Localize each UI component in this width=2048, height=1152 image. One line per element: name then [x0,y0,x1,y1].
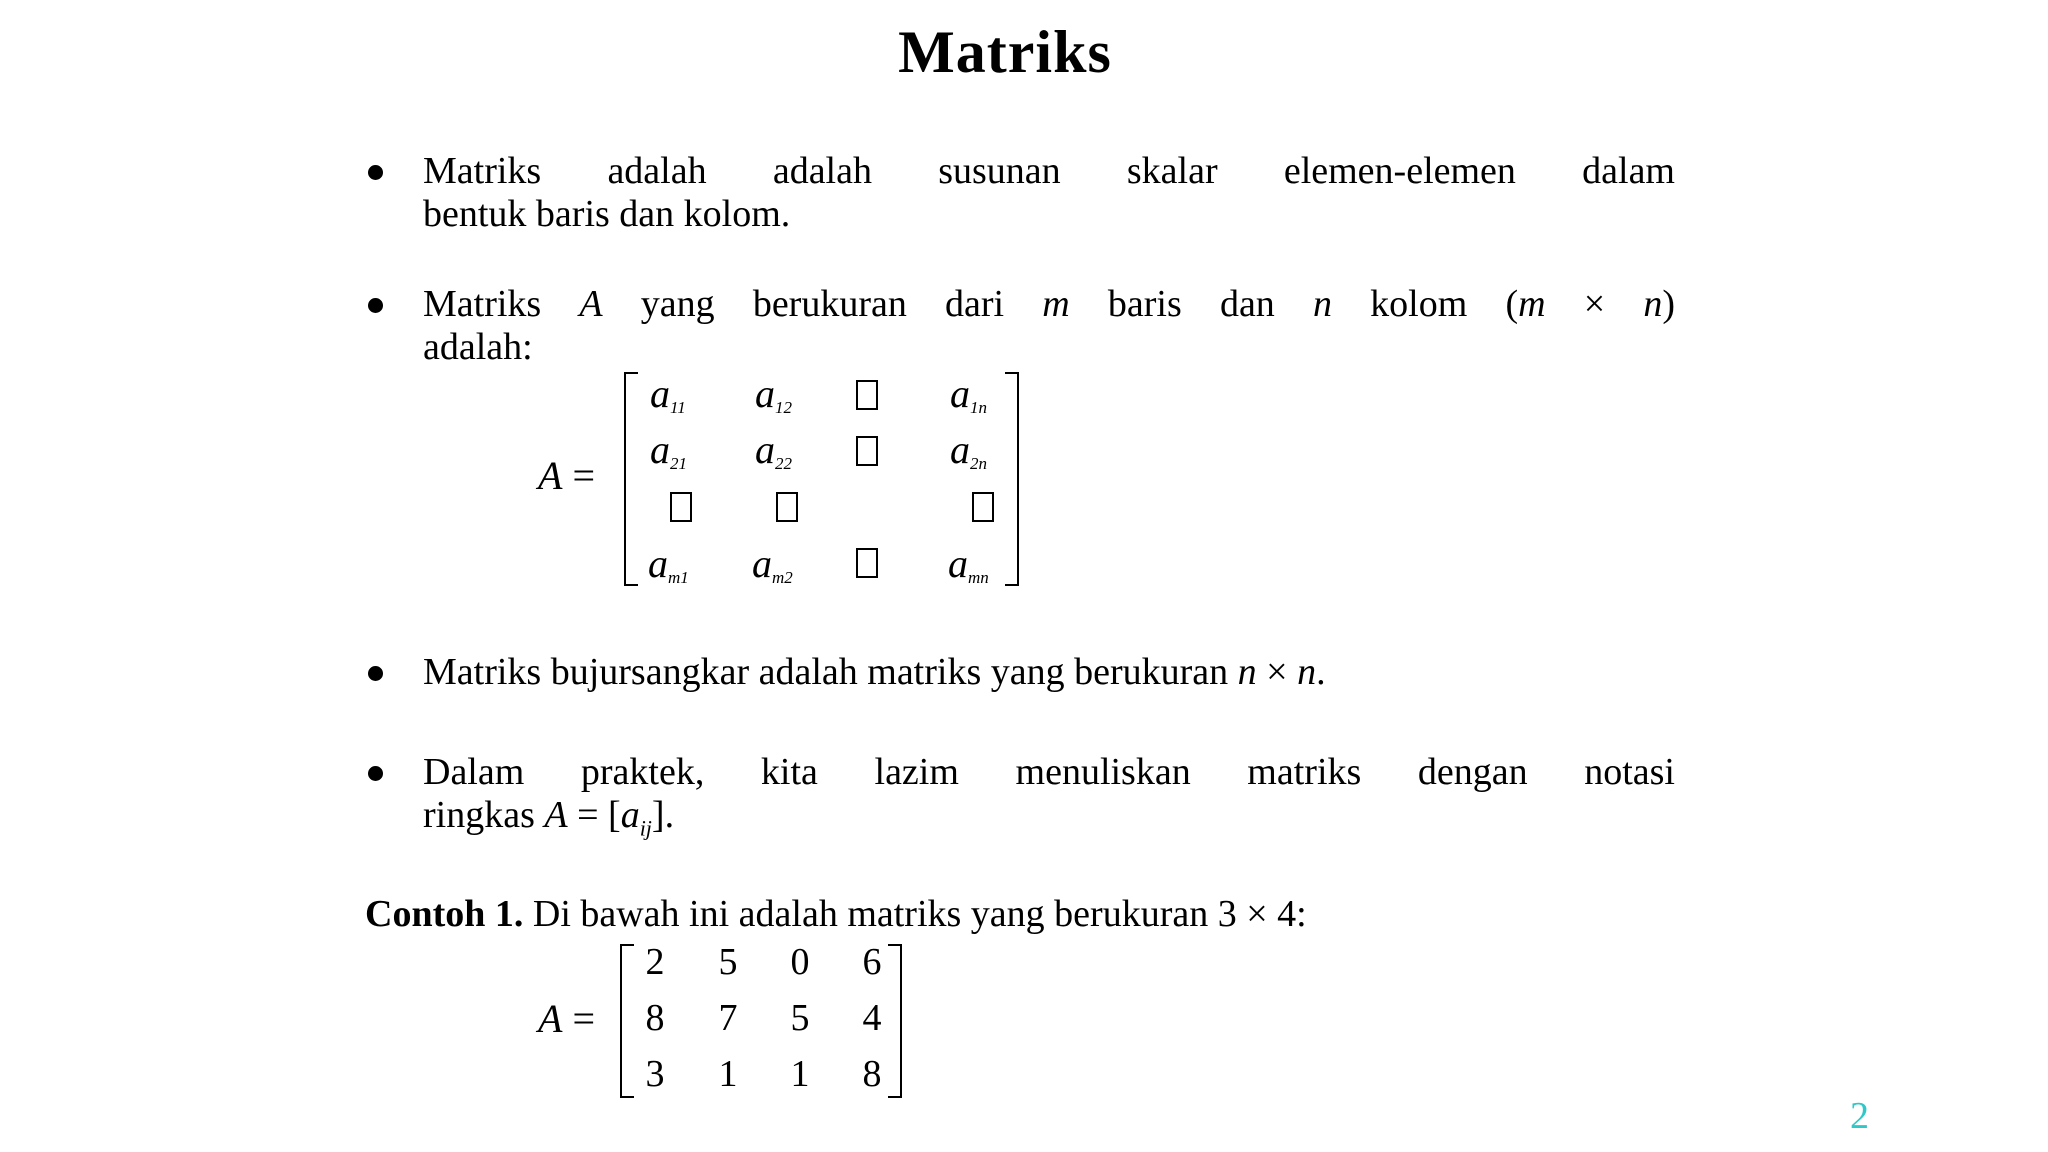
matrix-cell-a21: $a_{21}$ [650,427,687,473]
bullet-3-line-1: Matriks bujursangkar adalah matriks yang berukuran n × n. [423,651,1326,693]
bullet-4-line-2: ringkas $A = [a_{ij}]$. [423,794,675,841]
matrix-cell: 8 [862,1053,882,1095]
matrix-cell: 4 [862,997,882,1039]
ellipsis-placeholder-icon [776,492,798,522]
matrix-cell-am1: $a_{m1}$ [648,541,689,587]
matrix-cell: 0 [790,941,810,983]
matrix-cell-a2n: $a_{2n}$ [950,427,987,473]
matrix-cell-a11: $a_{11}$ [650,371,686,417]
matrix-cell: 6 [862,941,882,983]
bullet-2-line-2: adalah: [423,326,533,368]
ellipsis-placeholder-icon [856,548,878,578]
matrix-cell-am2: $a_{m2}$ [752,541,793,587]
matrix-cell-a1n: $a_{1n}$ [950,371,987,417]
bullet-matrix-definition [365,150,1675,236]
matrix-cell: 5 [718,941,738,983]
matrix-cell: 3 [645,1053,665,1095]
matrix-cell: 1 [790,1053,810,1095]
matrix-cell-a12: $a_{12}$ [755,371,792,417]
matrix-cell: 7 [718,997,738,1039]
example-matrix-label: A = [538,996,595,1041]
bullet-notation [365,751,1675,850]
matrix-right-bracket [1005,372,1019,586]
bullet-matrix-size [365,283,1675,369]
slide-title: Matriks [898,19,1112,85]
bullet-square-matrix [365,651,1675,694]
ellipsis-placeholder-icon [972,492,994,522]
matrix-cell: 5 [790,997,810,1039]
example-heading: Contoh 1. Di bawah ini adalah matriks yang berukuran 3 × 4: [365,893,1307,935]
matrix-cell: 8 [645,997,665,1039]
bullet-1-line-1: Matriks adalah adalah susunan skalar elemen-elemen dalam [423,150,1675,192]
matrix-left-bracket [624,372,638,586]
bullet-1-line-2: bentuk baris dan kolom. [423,193,791,235]
ellipsis-placeholder-icon [856,380,878,410]
matrix-left-bracket [620,944,634,1098]
bullet-4-line-1: Dalam praktek, kita lazim menuliskan matriks dengan notasi [423,751,1675,793]
ellipsis-placeholder-icon [856,436,878,466]
matrix-cell: 2 [645,941,665,983]
matrix-cell: 1 [718,1053,738,1095]
matrix-cell-amn: $a_{mn}$ [948,541,989,587]
page-number: 2 [1850,1095,1869,1137]
bullet-2-line-1: Matriks A yang berukuran dari m baris dan n kolom (m × n) [423,283,1675,325]
general-matrix-label: A = [538,453,595,498]
matrix-cell-a22: $a_{22}$ [755,427,792,473]
ellipsis-placeholder-icon [670,492,692,522]
